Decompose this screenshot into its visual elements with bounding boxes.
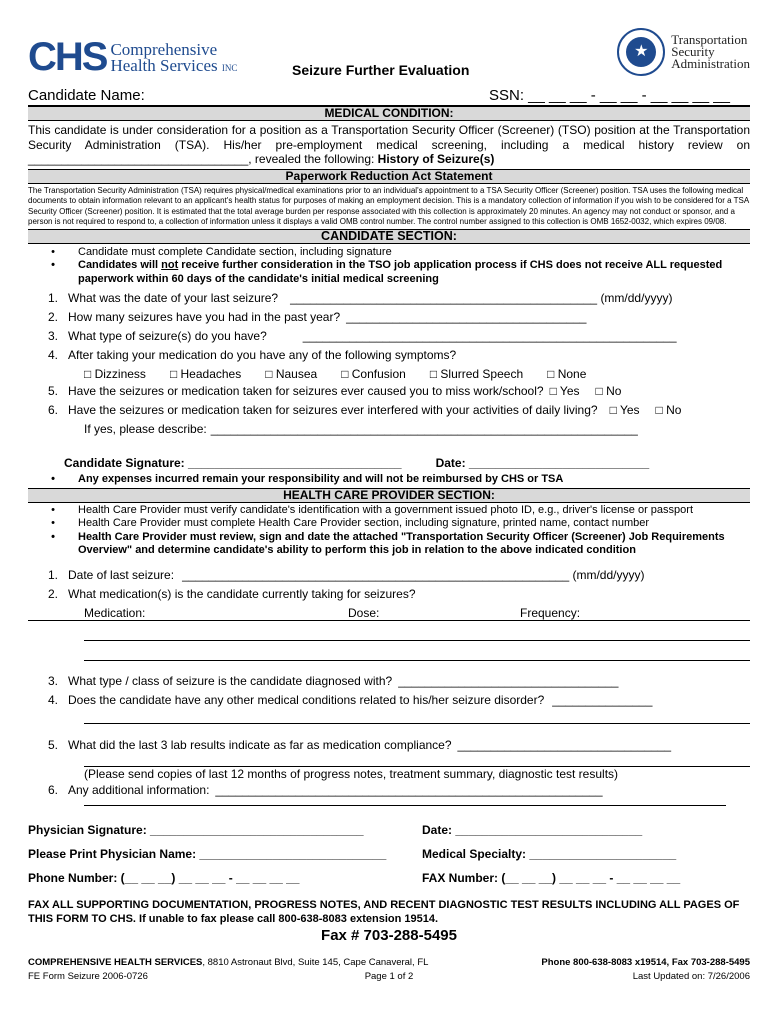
candidate-question-1 (28, 291, 750, 310)
candidate-signature-row (28, 453, 750, 473)
medical-condition-text-2: , revealed the following: (248, 152, 378, 166)
paperwork-heading: Paperwork Reduction Act Statement (28, 169, 750, 184)
other-conditions-field[interactable]: _______________ (552, 692, 653, 707)
bullet-2-text-b: receive further consideration in the TSO job application process if CHS does not receive ALL requested paperwork within 60 days of the candidate's initial medical screening (78, 259, 723, 285)
provider-bullet: • Health Care Provider must review, sign and date the attached "Transportation Security Officer (Screener) Job Requirements Overview" and determine candidate's ability to perform this job in relation to the above indicated condition (28, 531, 750, 558)
provider-section-heading: HEALTH CARE PROVIDER SECTION: (28, 488, 750, 503)
expense-note-text: Any expenses incurred remain your responsibility and will not be reimbursed by CHS or TSA (78, 473, 564, 485)
footer-form-id: FE Form Seizure 2006-0726 (28, 970, 148, 982)
dhs-seal-icon: ★ (617, 28, 665, 76)
footer-last-updated: Last Updated on: 7/26/2006 (632, 970, 750, 982)
question-text: What did the last 3 lab results indicate as far as medication compliance? (68, 737, 452, 752)
question-number: 5. (47, 384, 58, 398)
footer-row-1 (28, 956, 750, 970)
question-text: Any additional information: (68, 782, 210, 797)
medical-condition-text (28, 121, 750, 169)
footer-address-text: , 8810 Astronaut Blvd, Suite 145, Cape Canaveral, FL (202, 956, 429, 968)
candidate-bullet: • Candidates will not receive further consideration in the TSO job application process if CHS does not receive ALL requested paperwork within 60 days of the candidate's initial medical screening (28, 259, 750, 286)
question-number: 2. (47, 586, 58, 601)
medical-condition-text-1: This candidate is under consideration for a position as a Transportation Security Officer (Screener) (TSO) position at the Transportation Security Administration (TSA). His/her pre-employment medical screening, including a medical history review on (28, 123, 750, 152)
question-number: 3. (47, 673, 58, 688)
candidate-info-row (28, 86, 750, 106)
checkbox-miss-work-no[interactable]: □ No (595, 384, 622, 398)
seizure-count-field[interactable]: ____________________________________ (346, 310, 587, 324)
provider-question-3 (28, 674, 750, 693)
tsa-line-3: Administration (671, 56, 750, 71)
fax-number-field[interactable]: FAX Number: (__ __ __) __ __ __ - __ __ __ __ (422, 870, 681, 885)
chs-logo-mark: CHS (28, 35, 107, 79)
question-number: 4. (47, 692, 58, 707)
candidate-question-3 (28, 329, 750, 348)
physician-name-field[interactable]: Please Print Physician Name: ____________________________ (28, 846, 387, 861)
candidate-signature-field[interactable]: Candidate Signature: ________________________________ (64, 456, 402, 470)
physician-date-field[interactable]: Date: ____________________________ (422, 822, 643, 837)
lab-results-line[interactable] (84, 757, 750, 767)
candidate-question-4 (28, 348, 750, 367)
candidate-question-2 (28, 310, 750, 329)
seizure-class-field[interactable]: _________________________________ (398, 673, 619, 688)
describe-label: If yes, please describe: (84, 422, 207, 436)
provider-question-1 (28, 568, 750, 587)
last-seizure-date-field[interactable]: ______________________________________________ (mm/dd/yyyy) (290, 291, 673, 305)
medical-condition-heading: MEDICAL CONDITION: (28, 106, 750, 121)
ssn-field[interactable]: SSN: __ __ __ - __ __ - __ __ __ __ (488, 87, 730, 104)
symptom-options (28, 367, 750, 384)
chs-logo-line2: Health Services (110, 56, 218, 75)
question-text: Have the seizures or medication taken for seizures ever caused you to miss work/school? (68, 384, 544, 398)
medication-row[interactable] (84, 621, 750, 641)
progress-notes-note: (Please send copies of last 12 months of progress notes, treatment summary, diagnostic test results) (84, 766, 619, 781)
provider-bullet: • Health Care Provider must complete Health Care Provider section, including signature, printed name, contact number (51, 517, 650, 529)
checkbox-confusion[interactable]: □ Confusion (341, 367, 406, 381)
fax-instructions: FAX ALL SUPPORTING DOCUMENTATION, PROGRESS NOTES, AND RECENT DIAGNOSTIC TEST RESULTS INCLUDING ALL PAGES OF THIS FORM TO CHS. If unable to fax please call 800-638-8083 extension 19514. (28, 898, 740, 925)
candidate-bullet-2 (78, 259, 750, 286)
medical-specialty-field[interactable]: Medical Specialty: ______________________ (422, 846, 677, 861)
question-number: 6. (47, 403, 58, 417)
tsa-logo (617, 28, 750, 76)
candidate-bullet: • Candidate must complete Candidate section, including signature (51, 245, 392, 258)
medication-column: Medication: (84, 605, 146, 620)
candidate-date-field[interactable]: Date: ___________________________ (435, 456, 650, 470)
dose-column: Dose: (348, 605, 380, 620)
physician-name-row (28, 844, 750, 868)
seizure-type-field[interactable]: ________________________________________________________ (302, 329, 677, 343)
provider-question-4 (28, 693, 750, 712)
candidate-question-5 (28, 384, 750, 403)
describe-field[interactable]: ________________________________________________________________ (210, 422, 638, 436)
form-footer (28, 956, 750, 984)
question-text: After taking your medication do you have any of the following symptoms? (68, 348, 457, 362)
provider-bullet: • Health Care Provider must verify candidate's identification with a government issued photo ID, e.g., driver's license or passport (51, 503, 693, 516)
review-date-field[interactable]: _________________________________ (28, 152, 249, 166)
lab-results-field[interactable]: ________________________________ (457, 737, 672, 752)
describe-row (28, 422, 750, 441)
phone-number-field[interactable]: Phone Number: (__ __ __) __ __ __ - __ __ __ __ (28, 870, 300, 885)
question-text: What type of seizure(s) do you have? (68, 329, 267, 343)
checkbox-miss-work-yes[interactable]: □ Yes (549, 384, 580, 398)
footer-page-number: Page 1 of 2 (364, 970, 414, 982)
candidate-bullet-1: Candidate must complete Candidate section, including signature (78, 245, 392, 258)
question-number: 1. (47, 567, 58, 582)
expense-note: • Any expenses incurred remain your responsibility and will not be reimbursed by CHS or TSA (51, 473, 564, 485)
question-text: How many seizures have you had in the past year? (68, 310, 341, 324)
tsa-logo-text (671, 34, 750, 70)
question-text: Date of last seizure: (68, 567, 175, 582)
medication-row[interactable] (84, 641, 750, 661)
chs-logo-text (110, 42, 237, 76)
question-text: What medication(s) is the candidate currently taking for seizures? (68, 586, 416, 601)
checkbox-slurred-speech[interactable]: □ Slurred Speech (429, 367, 524, 381)
question-number: 6. (47, 782, 58, 797)
provider-question-2 (28, 587, 750, 606)
checkbox-daily-living-no[interactable]: □ No (655, 403, 682, 417)
checkbox-headaches[interactable]: □ Headaches (169, 367, 242, 381)
provider-bullet-3: Health Care Provider must review, sign and date the attached "Transportation Security Officer (Screener) Job Requirements Overview" and determine candidate's ability to perform this job in relation to the above indicated condition (78, 530, 725, 556)
chs-logo (28, 35, 238, 79)
chs-logo-line1: Comprehensive (110, 40, 218, 59)
date-last-seizure-field[interactable]: __________________________________________________________ (mm/dd/yyyy) (182, 567, 645, 582)
medical-finding: History of Seizure(s) (377, 152, 495, 166)
checkbox-daily-living-yes[interactable]: □ Yes (609, 403, 640, 417)
form-header (28, 20, 750, 86)
footer-address (28, 956, 428, 970)
fax-number-banner: Fax # 703-288-5495 (321, 926, 457, 944)
checkbox-none[interactable]: □ None (547, 367, 587, 381)
question-text: Have the seizures or medication taken for seizures ever interfered with your activities of daily living? (68, 403, 598, 417)
question-number: 5. (47, 737, 58, 752)
form-page (28, 20, 750, 984)
chs-logo-inc: INC (221, 63, 238, 73)
provider-bullet-2: Health Care Provider must complete Health Care Provider section, including signature, printed name, contact number (78, 517, 650, 529)
bullet-2-text-a: Candidates will (78, 259, 162, 271)
physician-signature-row (28, 820, 750, 844)
medication-table-header (28, 606, 750, 621)
candidate-name-label[interactable]: Candidate Name: (28, 87, 145, 104)
question-number: 4. (47, 348, 58, 362)
question-number: 1. (47, 291, 58, 305)
additional-info-field[interactable]: __________________________________________________________ (215, 782, 603, 797)
phone-fax-row (28, 868, 750, 892)
checkbox-dizziness[interactable]: □ Dizziness (84, 367, 146, 381)
footer-company: COMPREHENSIVE HEALTH SERVICES (28, 956, 203, 968)
provider-q5-note (28, 767, 750, 783)
other-conditions-line[interactable] (84, 712, 750, 724)
tsa-line-1: Transportation (671, 32, 748, 47)
footer-row-2 (28, 970, 750, 984)
footer-phone: Phone 800-638-8083 x19514, Fax 703-288-5495 (541, 956, 750, 968)
checkbox-nausea[interactable]: □ Nausea (265, 367, 318, 381)
tsa-line-2: Security (671, 44, 715, 59)
question-text: What type / class of seizure is the candidate diagnosed with? (68, 673, 393, 688)
provider-question-5 (28, 738, 750, 757)
physician-signature-field[interactable]: Physician Signature: ________________________________ (28, 822, 364, 837)
additional-info-line[interactable] (84, 802, 726, 806)
bullet-2-not: not (161, 259, 179, 271)
question-text: What was the date of your last seizure? (68, 291, 279, 305)
question-number: 2. (47, 310, 58, 324)
candidate-question-6 (28, 403, 750, 422)
provider-bullet-1: Health Care Provider must verify candidate's identification with a government issued photo ID, e.g., driver's license or passport (78, 503, 693, 516)
provider-question-6 (28, 783, 750, 802)
form-title: Seizure Further Evaluation (292, 62, 470, 78)
frequency-column: Frequency: (520, 605, 581, 620)
candidate-section-heading: CANDIDATE SECTION: (28, 229, 750, 244)
paperwork-statement: The Transportation Security Administration (TSA) requires physical/medical examinations prior to an individual's appointment to a TSA Security Officer (Screener) position. TSA uses the following medical documents to obtain information relevant to an applicant's health status for purposes of making an employment decision. This is a mandatory collection of information if you wish to be considered for a TSA Security Officer (Screener) position. It is estimated that the total average burden per response associated with this collection is approximately 20 minutes. An agency may not conduct or sponsor, and a person is not required to respond to, a collection of information unless it displays a valid OMB control number. The control number assigned to this collection is OMB 1652-0032, which expires 09/08. (28, 185, 749, 226)
question-text: Does the candidate have any other medical conditions related to his/her seizure disorder? (68, 692, 545, 707)
question-number: 3. (47, 329, 58, 343)
